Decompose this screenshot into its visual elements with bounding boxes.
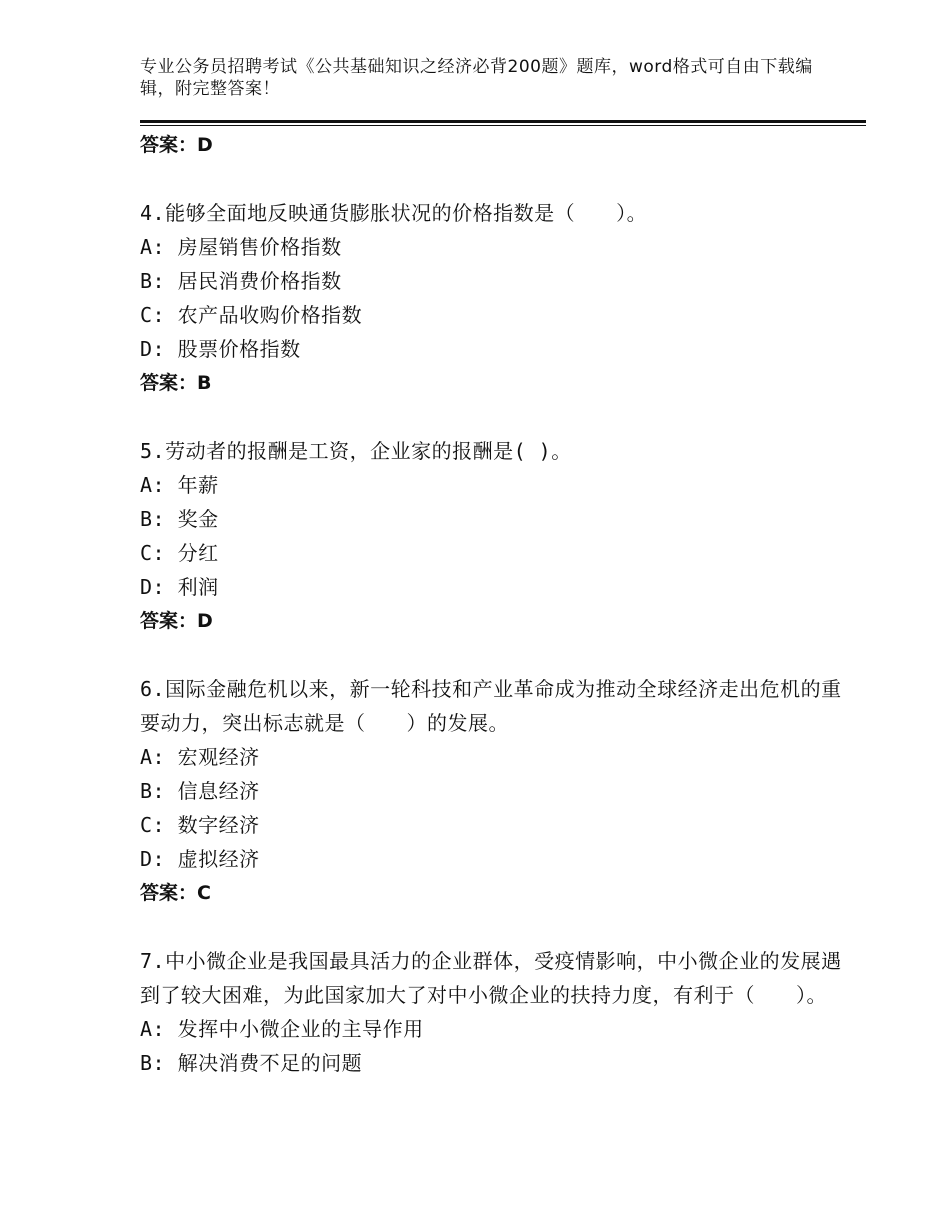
answer-line: 答案：D xyxy=(140,134,213,156)
question-list xyxy=(140,128,860,1080)
option-a: A: 年薪 xyxy=(140,473,219,497)
option-a: A: 房屋销售价格指数 xyxy=(140,235,342,259)
question-block xyxy=(140,944,860,1080)
option-d: D: 虚拟经济 xyxy=(140,847,260,871)
question-text: 5.劳动者的报酬是工资，企业家的报酬是( )。 xyxy=(140,439,572,463)
question-text: 7.中小微企业是我国最具活力的企业群体，受疫情影响，中小微企业的发展遇到了较大困难，为此国家加大了对中小微企业的扶持力度，有利于（ ）。 xyxy=(140,949,842,1007)
document-header: 专业公务员招聘考试《公共基础知识之经济必背200题》题库，word格式可自由下载编辑，附完整答案！ xyxy=(140,57,813,99)
header-rule-thick xyxy=(140,120,866,123)
option-a: A: 宏观经济 xyxy=(140,745,260,769)
option-a: A: 发挥中小微企业的主导作用 xyxy=(140,1017,424,1041)
option-d: D: 利润 xyxy=(140,575,219,599)
option-c: C: 数字经济 xyxy=(140,813,260,837)
question-block xyxy=(140,434,860,638)
question-block xyxy=(140,672,860,910)
option-b: B: 解决消费不足的问题 xyxy=(140,1051,363,1075)
answer-line: 答案：B xyxy=(140,372,212,394)
option-b: B: 信息经济 xyxy=(140,779,260,803)
option-d: D: 股票价格指数 xyxy=(140,337,301,361)
option-b: B: 奖金 xyxy=(140,507,219,531)
question-block xyxy=(140,196,860,400)
option-c: C: 农产品收购价格指数 xyxy=(140,303,363,327)
question-text: 4.能够全面地反映通货膨胀状况的价格指数是（ ）。 xyxy=(140,201,648,225)
question-text: 6.国际金融危机以来，新一轮科技和产业革命成为推动全球经济走出危机的重要动力，突出标志就是（ ）的发展。 xyxy=(140,677,842,735)
answer-line: 答案：D xyxy=(140,610,213,632)
option-c: C: 分红 xyxy=(140,541,219,565)
header-rule-thin xyxy=(140,125,866,126)
option-b: B: 居民消费价格指数 xyxy=(140,269,342,293)
answer-line: 答案：C xyxy=(140,882,211,904)
